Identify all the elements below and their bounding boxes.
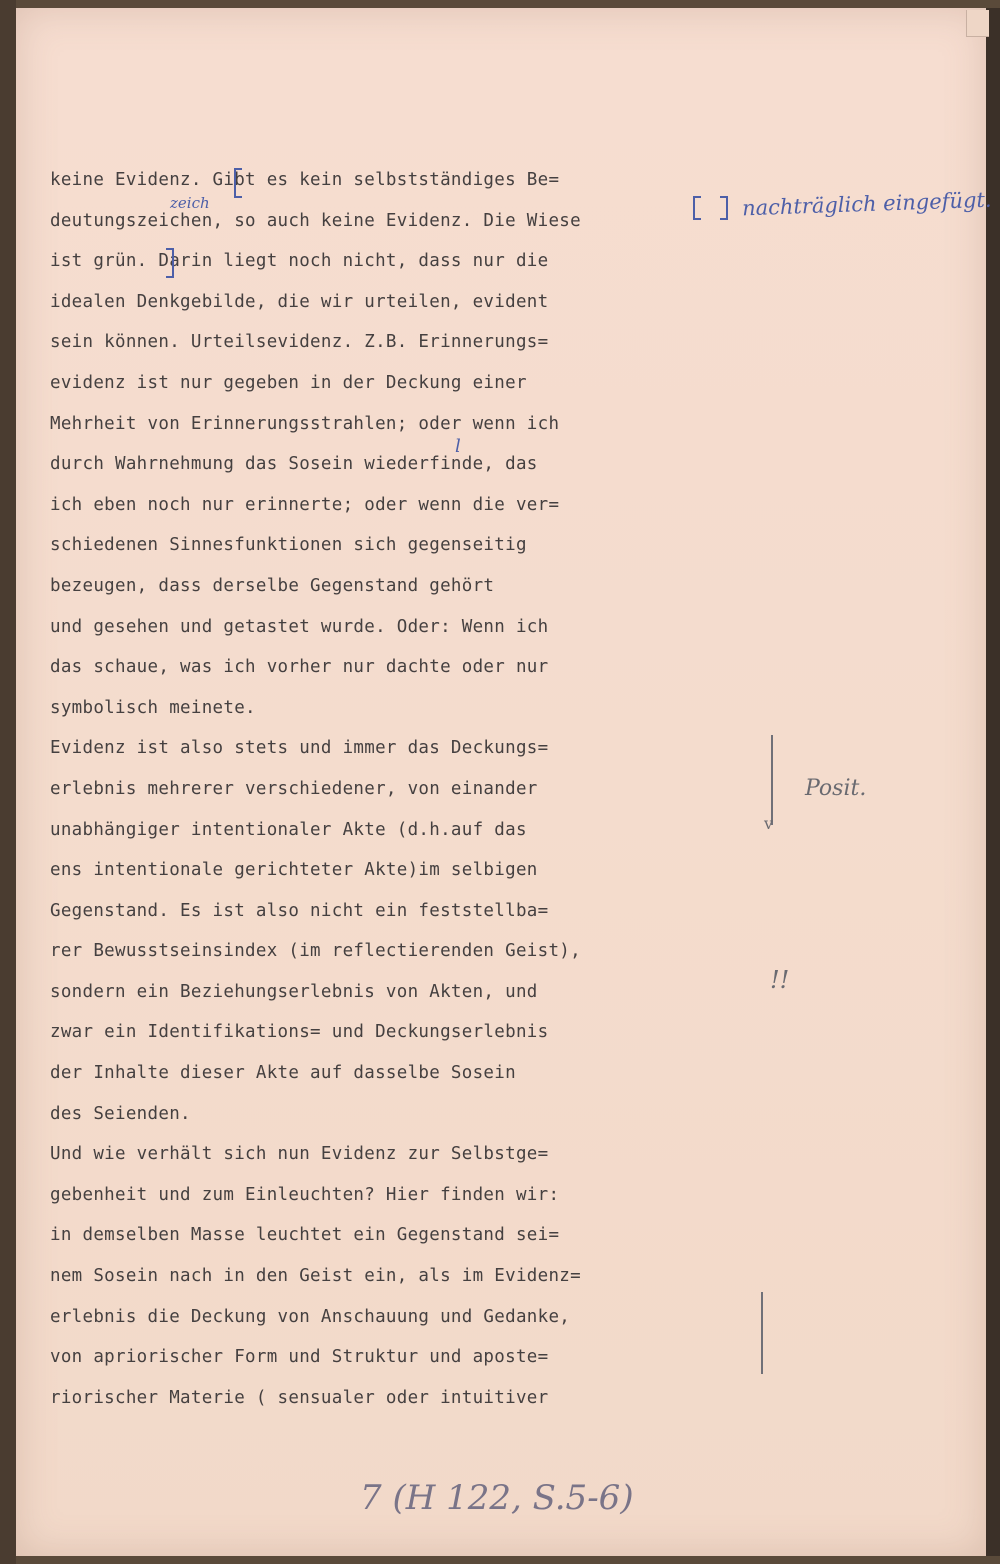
text-line: ich eben noch nur erinnerte; oder wenn die ver= bbox=[50, 494, 560, 515]
text-line: gebenheit und zum Einleuchten? Hier finden wir: bbox=[50, 1184, 560, 1205]
text-line: zwar ein Identifikations= und Deckungserlebnis bbox=[50, 1022, 549, 1043]
pencil-margin-line bbox=[771, 735, 773, 825]
text-line: in demselben Masse leuchtet ein Gegenstand sei= bbox=[50, 1225, 560, 1246]
text-line: rer Bewusstseinsindex (im reflectierenden Geist), bbox=[50, 941, 581, 962]
text-line: ist grün. Darin liegt noch nicht, dass nur die bbox=[50, 251, 549, 272]
text-line: Und wie verhält sich nun Evidenz zur Selbstge= bbox=[50, 1144, 549, 1165]
margin-note-posit: Posit. bbox=[805, 776, 867, 801]
margin-note-added-later: nachträglich eingefügt. bbox=[741, 187, 992, 221]
margin-bracket-open bbox=[693, 196, 701, 220]
insertion-bracket-close bbox=[166, 248, 174, 278]
text-line: sein können. Urteilsevidenz. Z.B. Erinnerungs= bbox=[50, 332, 549, 353]
text-line: schiedenen Sinnesfunktionen sich gegenseitig bbox=[50, 535, 527, 556]
text-line: und gesehen und getastet wurde. Oder: Wenn ich bbox=[50, 616, 549, 637]
text-line: das schaue, was ich vorher nur dachte oder nur bbox=[50, 657, 549, 678]
pencil-margin-line bbox=[761, 1292, 763, 1374]
text-line: erlebnis die Deckung von Anschauung und Gedanke, bbox=[50, 1306, 571, 1327]
text-line: evidenz ist nur gegeben in der Deckung einer bbox=[50, 372, 527, 393]
text-line: sondern ein Beziehungserlebnis von Akten, und bbox=[50, 981, 538, 1002]
text-line: symbolisch meinete. bbox=[50, 697, 256, 718]
text-line: durch Wahrnehmung das Sosein wiederfinde, das bbox=[50, 454, 538, 475]
margin-bracket-close bbox=[720, 196, 728, 220]
text-line: deutungszeichen, so auch keine Evidenz. Die Wiese bbox=[50, 210, 581, 231]
text-line: des Seienden. bbox=[50, 1103, 191, 1124]
insertion-zeich: zeich bbox=[170, 194, 210, 212]
text-line: Mehrheit von Erinnerungsstrahlen; oder wenn ich bbox=[50, 413, 560, 434]
text-line: nem Sosein nach in den Geist ein, als im Evidenz= bbox=[50, 1266, 581, 1287]
folio-number: 7 (H 122, S.5-6) bbox=[360, 1478, 634, 1518]
margin-note-exclaim: !! bbox=[770, 966, 790, 994]
text-line: ens intentionale gerichteter Akte)im selbigen bbox=[50, 860, 538, 881]
page-corner bbox=[966, 10, 989, 37]
text-line: erlebnis mehrerer verschiedener, von einander bbox=[50, 778, 538, 799]
text-line: idealen Denkgebilde, die wir urteilen, evident bbox=[50, 291, 549, 312]
insertion-l: l bbox=[455, 436, 461, 457]
insertion-bracket-open bbox=[234, 168, 242, 198]
text-line: unabhängiger intentionaler Akte (d.h.auf das bbox=[50, 819, 527, 840]
text-line: riorischer Materie ( sensualer oder intuitiver bbox=[50, 1387, 549, 1408]
text-line: Evidenz ist also stets und immer das Deckungs= bbox=[50, 738, 549, 759]
typescript-body bbox=[50, 160, 690, 1418]
text-line: bezeugen, dass derselbe Gegenstand gehört bbox=[50, 575, 495, 596]
text-line: von apriorischer Form und Struktur und aposte= bbox=[50, 1347, 549, 1368]
text-line: keine Evidenz. Gibt es kein selbstständiges Be= bbox=[50, 170, 560, 190]
pencil-arrow-icon: v bbox=[764, 814, 774, 833]
scan-right-edge bbox=[986, 8, 1000, 1556]
text-line: Gegenstand. Es ist also nicht ein feststellba= bbox=[50, 900, 549, 921]
scan-left-edge bbox=[0, 0, 16, 1564]
text-line: der Inhalte dieser Akte auf dasselbe Sosein bbox=[50, 1063, 516, 1084]
